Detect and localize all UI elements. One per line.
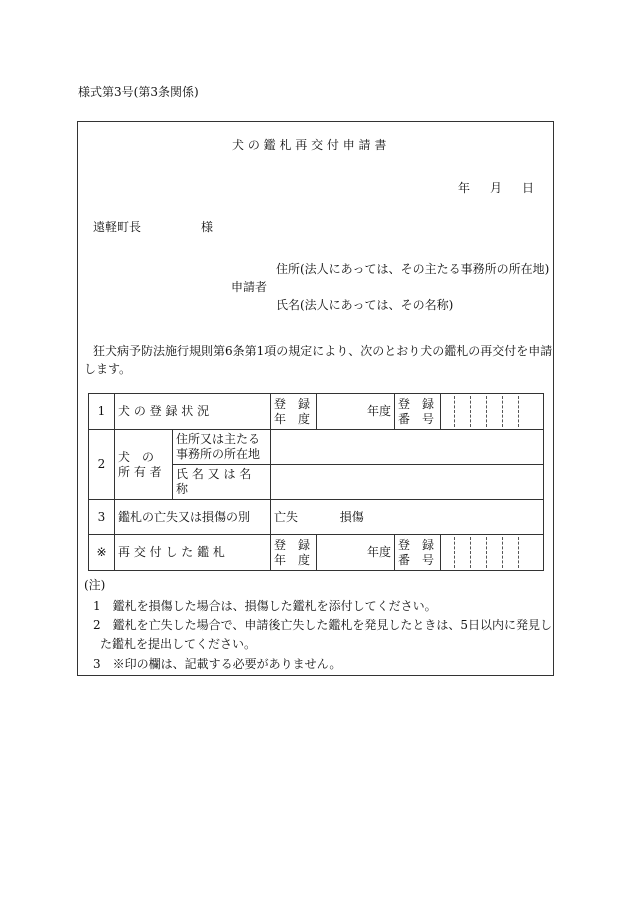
applicant-address-field[interactable]: 住所(法人にあっては、その主たる事務所の所在地) xyxy=(276,262,550,276)
dog-registration-status-label: 犬 の 登 録 状 況 xyxy=(115,394,271,430)
date-month-label[interactable]: 月 xyxy=(490,181,503,195)
row-number: 3 xyxy=(89,500,115,535)
owner-name-field[interactable] xyxy=(271,465,544,500)
reissued-number-label: 登 録 番 号 xyxy=(395,535,441,571)
reissued-year-label: 登 録 年 度 xyxy=(271,535,317,571)
reissued-year-field[interactable]: 年度 xyxy=(317,535,395,571)
body-text-line1: 狂犬病予防法施行規則第6条第1項の規定により、次のとおり犬の鑑札の再交付を申請 xyxy=(93,344,553,358)
registration-year-field[interactable]: 年度 xyxy=(317,394,395,430)
registration-number-label: 登 録 番 号 xyxy=(395,394,441,430)
owner-name-label: 氏 名 又 は 名 称 xyxy=(173,465,271,500)
date-year-label[interactable]: 年 xyxy=(458,181,471,195)
form-title: 犬 の 鑑 札 再 交 付 申 請 書 xyxy=(232,138,387,152)
table-row xyxy=(89,430,544,465)
note-2: 2 鑑札を亡失した場合で、申請後亡失した鑑札を発見したときは、5日以内に発見し xyxy=(93,618,553,632)
table-row xyxy=(89,535,544,571)
note-3: 3 ※印の欄は、記載する必要がありません。 xyxy=(93,657,342,671)
form-number-label: 様式第3号(第3条関係) xyxy=(78,85,199,99)
reissued-tag-label: 再 交 付 し た 鑑 札 xyxy=(115,535,271,571)
reissued-number-boxes[interactable] xyxy=(441,535,544,571)
note-1: 1 鑑札を損傷した場合は、損傷した鑑札を添付してください。 xyxy=(93,599,437,613)
applicant-name-field[interactable]: 氏名(法人にあっては、その名称) xyxy=(276,298,454,312)
date-day-label[interactable]: 日 xyxy=(522,181,535,195)
notes-header: (注) xyxy=(84,578,106,592)
application-table xyxy=(88,393,544,571)
registration-year-label: 登 録 年 度 xyxy=(271,394,317,430)
note-2-continued: た鑑札を提出してください。 xyxy=(100,637,257,651)
row-number: 1 xyxy=(89,394,115,430)
table-row xyxy=(89,394,544,430)
body-text-line2: します。 xyxy=(84,362,132,376)
owner-address-field[interactable] xyxy=(271,430,544,465)
addressee-honorific: 様 xyxy=(201,220,214,234)
row-number: 2 xyxy=(89,430,115,500)
row-mark: ※ xyxy=(89,535,115,571)
table-row xyxy=(89,500,544,535)
loss-or-damage-label: 鑑札の亡失又は損傷の別 xyxy=(115,500,271,535)
addressee-name: 遠軽町長 xyxy=(93,220,142,234)
option-damage[interactable]: 損傷 xyxy=(339,509,364,524)
option-loss[interactable]: 亡失 xyxy=(274,509,299,524)
loss-or-damage-field[interactable] xyxy=(271,500,544,535)
applicant-label: 申請者 xyxy=(231,280,268,294)
dog-owner-label: 犬 の 所 有 者 xyxy=(115,430,173,500)
owner-address-label: 住所又は主たる 事務所の所在地 xyxy=(173,430,271,465)
registration-number-boxes[interactable] xyxy=(441,394,544,430)
